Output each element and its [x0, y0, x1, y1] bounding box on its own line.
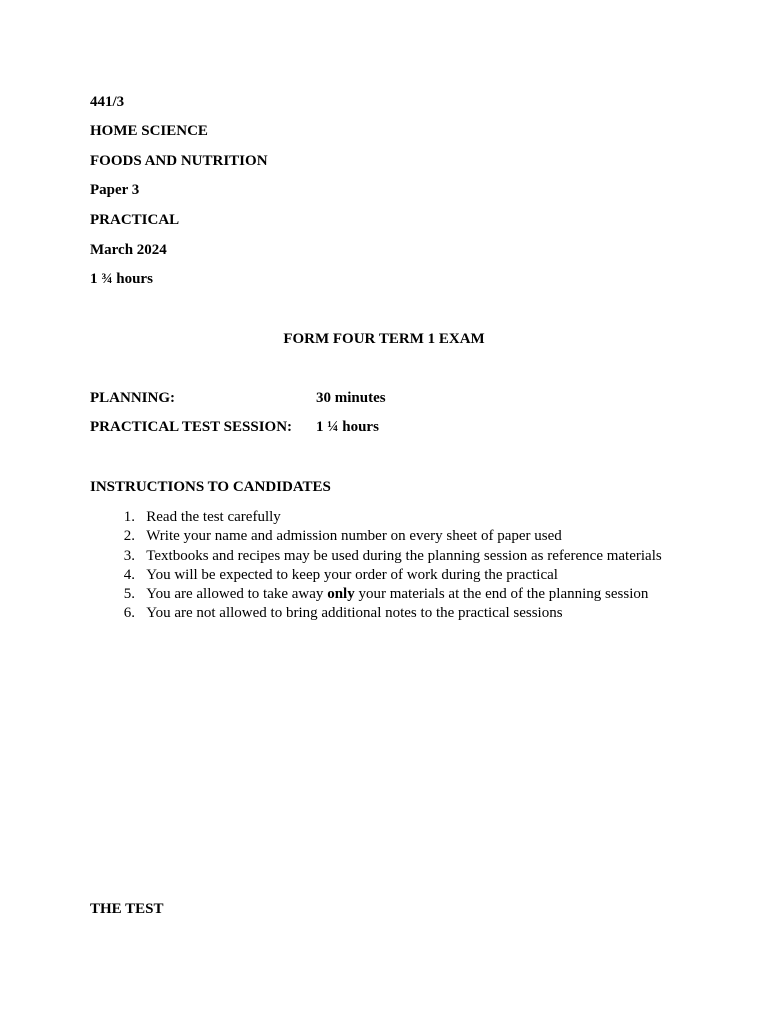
item-number: 6.: [123, 605, 135, 622]
item-number: 1.: [123, 509, 135, 525]
item-number: 3.: [123, 547, 135, 564]
item-number: 4.: [123, 566, 135, 583]
exam-title: FORM FOUR TERM 1 EXAM: [283, 331, 485, 347]
item-text-before: You are allowed to take away: [146, 586, 328, 603]
emphasis-text: only: [327, 586, 355, 603]
item-text-after: your materials at the end of the planning session: [354, 586, 649, 603]
list-item: [90, 547, 662, 566]
item-text: You are not allowed to bring additional notes to the practical sessions: [146, 605, 563, 622]
practical-session-value: 1 ¼ hours: [316, 419, 379, 435]
exam-date: March 2024: [90, 242, 167, 258]
list-item: [90, 585, 662, 604]
practical-session-row: [90, 419, 379, 436]
practical-session-label: PRACTICAL TEST SESSION:: [90, 419, 293, 435]
list-item: [90, 508, 662, 527]
item-text: You will be expected to keep your order of work during the practical: [146, 566, 558, 583]
list-item: [90, 566, 662, 585]
paper-code: 441/3: [90, 94, 125, 110]
exam-duration: 1 ¾ hours: [90, 271, 153, 287]
section-heading: THE TEST: [90, 901, 164, 917]
instructions-title: INSTRUCTIONS TO CANDIDATES: [90, 479, 331, 495]
planning-row: [90, 390, 386, 407]
item-text: [146, 586, 648, 602]
list-item: [90, 604, 662, 623]
planning-value: 30 minutes: [316, 390, 386, 406]
paper-number: Paper 3: [90, 182, 140, 198]
item-text: Textbooks and recipes may be used during the planning session as reference materials: [146, 547, 662, 564]
instructions-list: [90, 508, 662, 624]
planning-label: PLANNING:: [90, 390, 175, 406]
list-item: [90, 527, 662, 546]
item-number: 5.: [123, 586, 135, 603]
item-text: Write your name and admission number on every sheet of paper used: [146, 528, 562, 545]
paper-type: PRACTICAL: [90, 212, 180, 228]
item-number: 2.: [123, 528, 135, 545]
subject-name: HOME SCIENCE: [90, 123, 208, 139]
subject-topic: FOODS AND NUTRITION: [90, 153, 268, 169]
item-text: Read the test carefully: [146, 509, 281, 525]
